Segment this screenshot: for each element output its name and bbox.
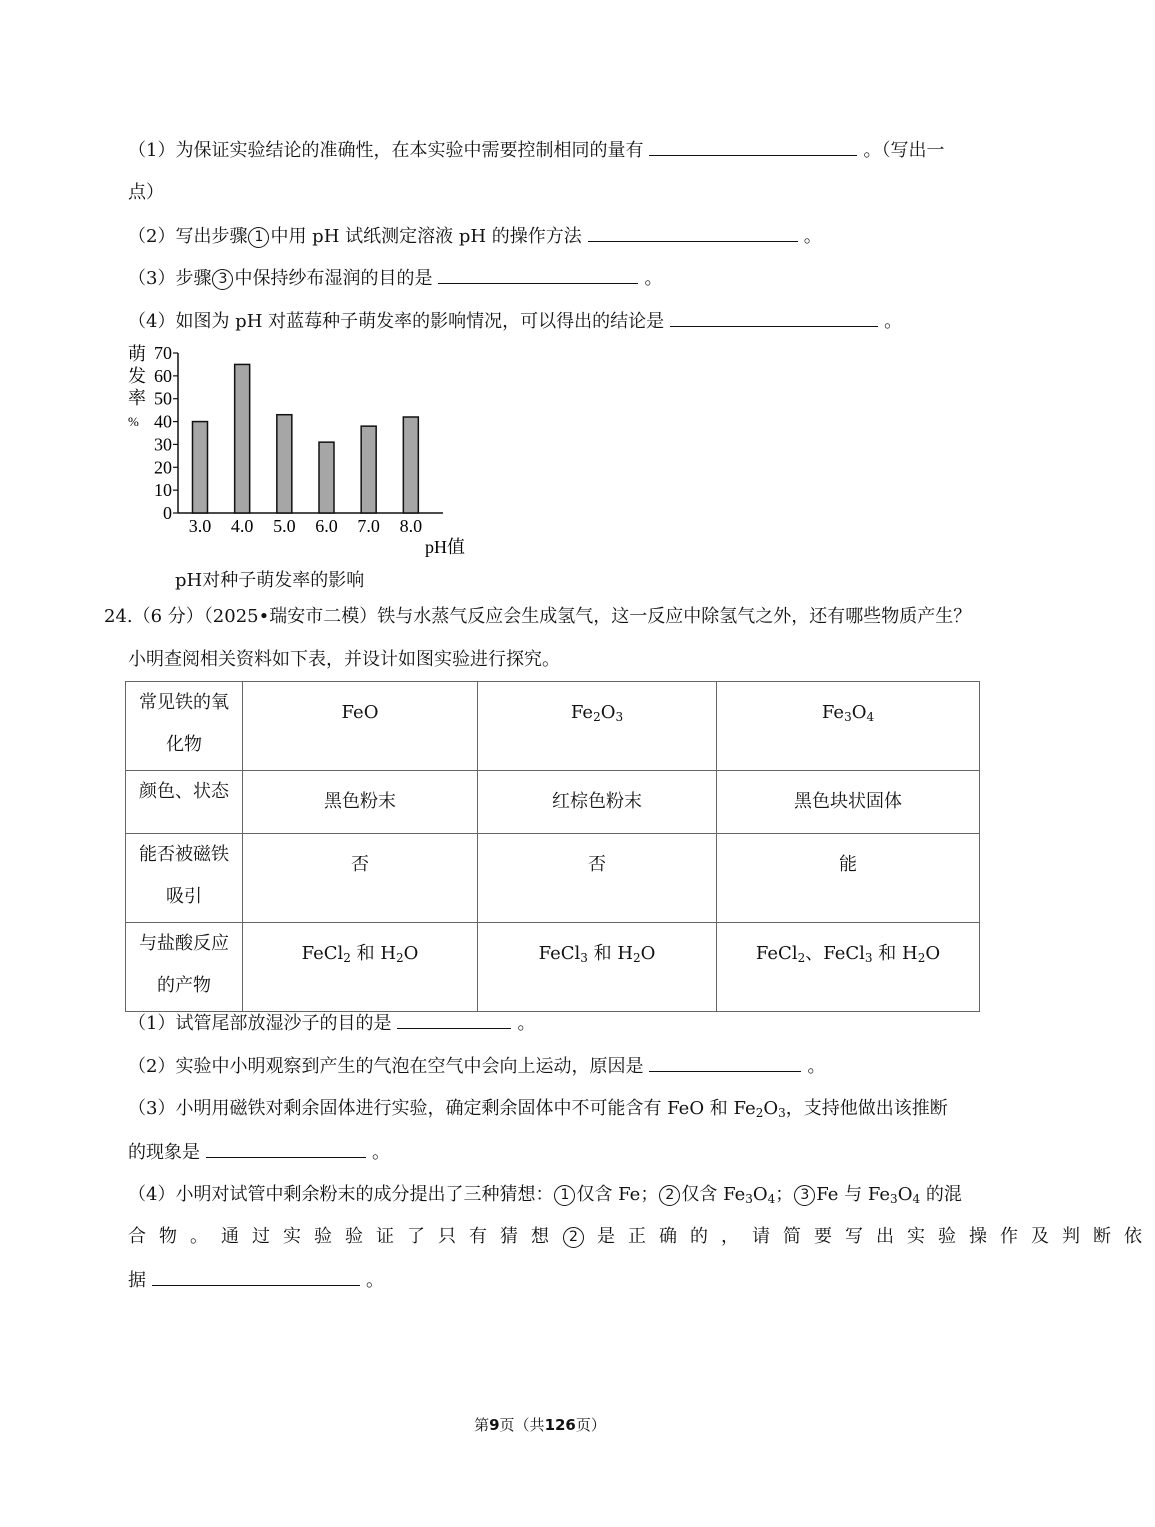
- q1-cont-text: 点）: [128, 182, 164, 203]
- q3-line: [128, 265, 662, 292]
- s4-end: 。: [366, 1270, 384, 1291]
- q2-text-a: （2）写出步骤: [128, 226, 248, 247]
- y-label-char: 萌: [128, 344, 146, 364]
- y-label-char: 发: [128, 366, 146, 386]
- answer-blank[interactable]: [649, 137, 857, 156]
- q2-end: 。: [803, 226, 822, 247]
- bar: [403, 417, 418, 513]
- bar: [319, 442, 334, 513]
- s3-end: 。: [372, 1142, 390, 1163]
- q4-line: [128, 308, 902, 335]
- bar: [235, 364, 250, 513]
- table-cell: 否: [243, 834, 478, 923]
- s2-text: （2）实验中小明观察到产生的气泡在空气中会向上运动，原因是: [128, 1056, 644, 1077]
- y-label-char: %: [128, 414, 139, 429]
- q2-line: [128, 223, 822, 250]
- subscript: 4: [767, 1192, 776, 1206]
- table-row: [126, 682, 980, 771]
- y-tick-label: 50: [154, 388, 172, 409]
- y-tick-label: 70: [154, 343, 172, 363]
- guess-number-circle: 3: [794, 1185, 815, 1206]
- row-header: 颜色、状态: [126, 771, 243, 834]
- footer-text: 第: [474, 1416, 490, 1434]
- guess-number-circle: 1: [554, 1185, 575, 1206]
- answer-blank[interactable]: [152, 1267, 360, 1286]
- q24-s2-line: [128, 1053, 825, 1080]
- footer-text: 页）: [575, 1416, 606, 1434]
- q24-intro: 小明查阅相关资料如下表，并设计如图实验进行探究。: [128, 649, 560, 670]
- q4-end: 。: [884, 311, 903, 332]
- s3-text-c: ，支持他做出该推断: [785, 1098, 948, 1119]
- table-cell: 能: [717, 834, 980, 923]
- answer-blank[interactable]: [649, 1053, 801, 1072]
- step-number-circle: 3: [212, 269, 233, 290]
- page-number: 9: [489, 1416, 500, 1434]
- s1-text: （1）试管尾部放湿沙子的目的是: [128, 1013, 392, 1034]
- bars: [193, 364, 419, 513]
- s4-text-c: 仅含 Fe: [681, 1184, 746, 1205]
- x-tick-label: 5.0: [273, 516, 296, 536]
- table-cell: $Fe_2O_3$: [478, 682, 717, 771]
- q24-s1-line: [128, 1010, 535, 1037]
- s4-l2-text-b: 是正确的，请简要写出实验操作及判断依: [597, 1226, 1155, 1247]
- x-tick-label: 7.0: [357, 516, 380, 536]
- y-tick-label: 30: [154, 434, 172, 455]
- bar: [193, 422, 208, 513]
- s4-text-h: 的混: [920, 1184, 962, 1205]
- q24-s4-line: [128, 1182, 962, 1208]
- q24-header: 24.（6 分）（2025•瑞安市二模）铁与水蒸气反应会生成氢气，这一反应中除氢气之外，还有哪些物质产生？: [104, 606, 972, 627]
- table-cell: 黑色块状固体: [717, 771, 980, 834]
- subscript: 3: [778, 1106, 786, 1120]
- q1-text-end: 。（写出一: [863, 140, 945, 161]
- s4-text-a: （4）小明对试管中剩余粉末的成分提出了三种猜想：: [128, 1184, 554, 1205]
- s3-text-b: O: [763, 1098, 779, 1119]
- footer-text: 页（共: [499, 1416, 545, 1434]
- y-label-char: 率: [128, 388, 146, 408]
- q3-text-a: （3）步骤: [128, 268, 212, 289]
- y-tick-label: 60: [154, 365, 172, 386]
- answer-blank[interactable]: [397, 1010, 511, 1029]
- q24-s4-line-2: [128, 1224, 1155, 1250]
- x-tick-label: 6.0: [315, 516, 338, 536]
- q4-text: （4）如图为 pH 对蓝莓种子萌发率的影响情况，可以得出的结论是: [128, 311, 665, 332]
- q1-text: （1）为保证实验结论的准确性，在本实验中需要控制相同的量有: [128, 140, 644, 161]
- q1-line-cont: [128, 180, 164, 206]
- table-row: [126, 923, 980, 1012]
- subscript: 3: [745, 1192, 753, 1206]
- subscript: 2: [755, 1106, 764, 1120]
- y-tick-label: 0: [163, 503, 172, 523]
- chart-caption: pH对种子萌发率的影响: [175, 570, 365, 591]
- s4-text-g: O: [897, 1184, 913, 1205]
- bar: [277, 415, 292, 513]
- answer-blank[interactable]: [206, 1139, 366, 1158]
- table-cell: FeO: [243, 682, 478, 771]
- x-tick-label: 4.0: [230, 516, 254, 536]
- iron-oxide-table: [125, 681, 980, 1012]
- q3-end: 。: [644, 268, 663, 289]
- q24-s4-line-3: [128, 1267, 384, 1294]
- q24-s3-line: [128, 1096, 948, 1122]
- q24-s3-line-cont: [128, 1139, 390, 1166]
- s4-text-f: Fe 与 Fe: [816, 1184, 891, 1205]
- s3-cont: 的现象是: [128, 1142, 200, 1163]
- table-cell: 红棕色粉末: [478, 771, 717, 834]
- x-tick-label: 3.0: [188, 516, 212, 536]
- page-footer: [0, 1414, 1080, 1435]
- s4-l3-text: 据: [128, 1270, 146, 1291]
- table-cell: FeCl$_3$ 和 $H_2O$: [478, 923, 717, 1012]
- table-cell: $Fe_3O_4$: [717, 682, 980, 771]
- q1-line: [128, 137, 944, 164]
- s4-l2-text-a: 合物。通过实验验证了只有猜想: [128, 1226, 562, 1247]
- table-cell: 黑色粉末: [243, 771, 478, 834]
- q2-text-b: 中用 pH 试纸测定溶液 pH 的操作方法: [270, 226, 582, 247]
- y-tick-label: 40: [154, 411, 172, 432]
- guess-number-circle: 2: [563, 1227, 584, 1248]
- answer-blank[interactable]: [588, 223, 798, 242]
- x-axis-ticks: [189, 516, 422, 536]
- x-axis-label: pH值: [425, 537, 465, 557]
- y-tick-label: 20: [154, 457, 172, 478]
- s1-end: 。: [517, 1013, 536, 1034]
- step-number-circle: 1: [248, 227, 269, 248]
- y-axis-label: [128, 344, 146, 429]
- s4-text-b: 仅含 Fe；: [576, 1184, 659, 1205]
- guess-number-circle: 2: [659, 1185, 680, 1206]
- table-row: [126, 771, 980, 834]
- table-cell: FeCl$_2$ 和 $H_2O$: [243, 923, 478, 1012]
- table-row: [126, 834, 980, 923]
- x-tick-label: 8.0: [399, 516, 423, 536]
- s4-text-d: O: [752, 1184, 768, 1205]
- q3-text-b: 中保持纱布湿润的目的是: [234, 268, 433, 289]
- s4-text-e: ；: [775, 1184, 794, 1205]
- row-header: 能否被磁铁 吸引: [126, 834, 243, 923]
- y-tick-label: 10: [154, 480, 172, 501]
- row-header: 常见铁的氧 化物: [126, 682, 243, 771]
- answer-blank[interactable]: [438, 265, 638, 284]
- table-cell: 否: [478, 834, 717, 923]
- table-cell: FeCl$_2$、FeCl$_3$ 和 $H_2O$: [717, 923, 980, 1012]
- bar: [361, 426, 376, 513]
- subscript: 3: [890, 1192, 898, 1206]
- total-pages: 126: [544, 1416, 576, 1434]
- subscript: 4: [912, 1192, 921, 1206]
- s2-end: 。: [807, 1056, 826, 1077]
- s3-text-a: （3）小明用磁铁对剩余固体进行实验，确定剩余固体中不可能含有 FeO 和 Fe: [128, 1098, 756, 1119]
- row-header: 与盐酸反应 的产物: [126, 923, 243, 1012]
- answer-blank[interactable]: [670, 308, 878, 327]
